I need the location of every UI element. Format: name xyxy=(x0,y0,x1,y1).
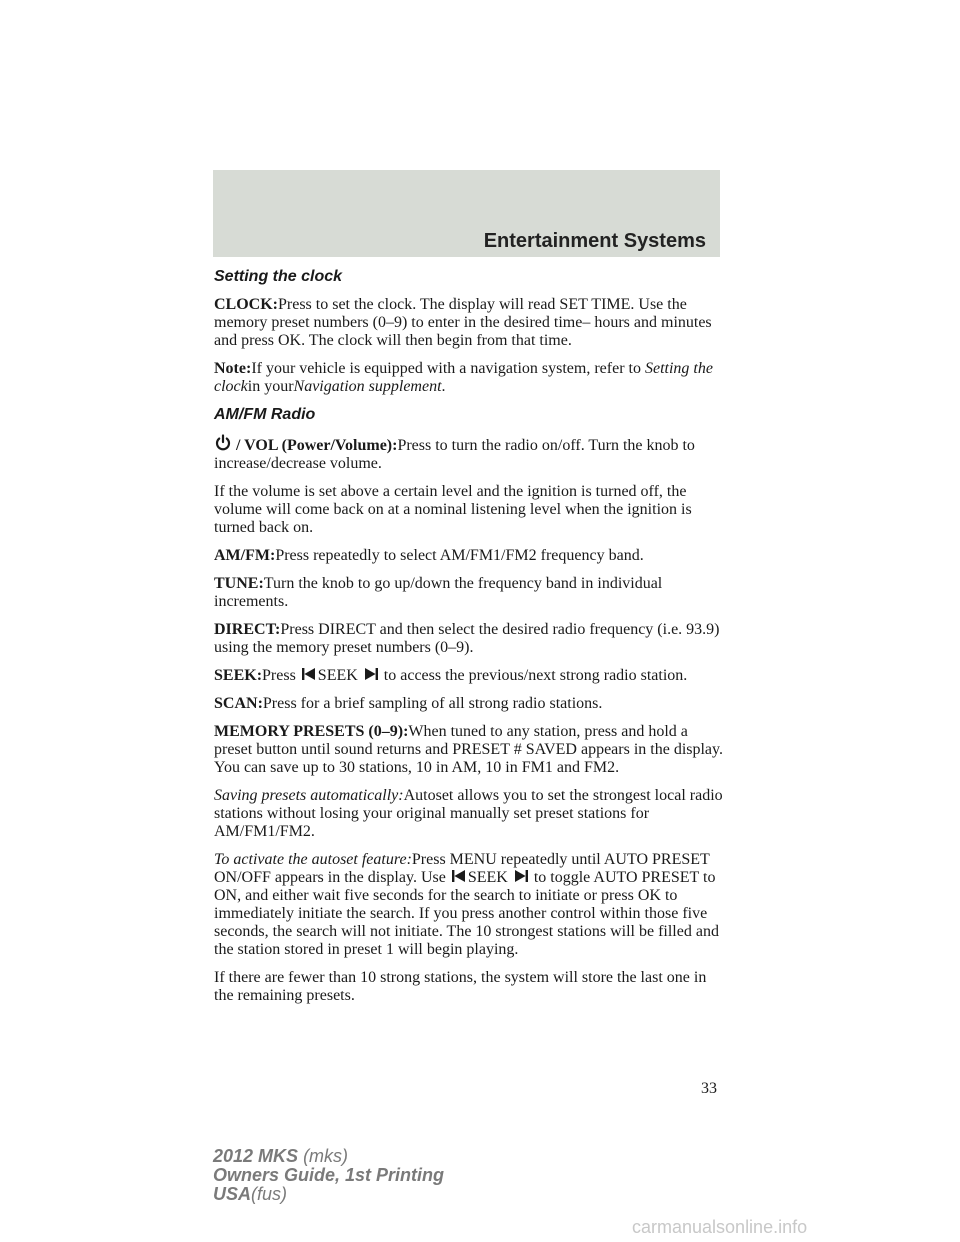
footer-line-model xyxy=(213,1147,444,1166)
footer-line-guide xyxy=(213,1166,444,1185)
autoset-label: Saving presets automatically: xyxy=(214,787,404,804)
footer-guide: Owners Guide, 1st Printing xyxy=(213,1165,445,1185)
activate-pre: Press MENU repeatedly until AUTO PRESET ON/OFF appears in the display. Use xyxy=(214,851,710,886)
note-paragraph xyxy=(214,360,724,396)
footer-region: USA xyxy=(213,1184,252,1204)
clock-paragraph xyxy=(214,296,724,350)
amfm-label: AM/FM: xyxy=(214,547,276,564)
scan-text: Press for a brief sampling of all strong radio stations. xyxy=(262,695,603,712)
direct-paragraph xyxy=(214,621,724,657)
section-title: Entertainment Systems xyxy=(483,230,706,252)
seek-word: SEEK xyxy=(317,667,358,684)
seek-paragraph xyxy=(214,667,724,685)
footer-region-code: (fus) xyxy=(251,1184,288,1204)
amfm-text: Press repeatedly to select AM/FM1/FM2 frequency band. xyxy=(275,547,644,564)
footer-model-code: (mks) xyxy=(303,1146,349,1166)
direct-text: Press DIRECT and then select the desired radio frequency (i.e. 93.9) using the memory preset numbers (0–9). xyxy=(214,621,720,656)
memory-presets-text: When tuned to any station, press and hold a preset button until sound returns and PRESET # SAVED appears in the display. You can save up to 30 stations, 10 in AM, 10 in FM1 and FM2. xyxy=(214,723,723,776)
activate-label: To activate the autoset feature: xyxy=(214,851,412,868)
seek-back-icon xyxy=(450,869,468,883)
note-ref-clock: Setting the clock xyxy=(214,360,713,395)
watermark[interactable]: carmanualsonline.info xyxy=(632,1217,808,1237)
seek-forward-icon xyxy=(512,869,530,883)
tune-text: Turn the knob to go up/down the frequency band in individual increments. xyxy=(214,575,663,610)
footer-model: 2012 MKS xyxy=(213,1146,299,1166)
clock-heading: Setting the clock xyxy=(214,268,343,285)
volume-note-paragraph: If the volume is set above a certain level and the ignition is turned off, the volume will come back on at a nominal listening level when the ignition is turned back on. xyxy=(214,483,692,536)
memory-presets-paragraph xyxy=(214,723,724,777)
memory-presets-label: MEMORY PRESETS (0–9): xyxy=(214,723,409,740)
note-mid: in your xyxy=(247,378,294,395)
scan-paragraph xyxy=(214,695,724,713)
seek-back-icon xyxy=(300,667,318,681)
activate-post: to toggle AUTO PRESET to ON, and either wait five seconds for the search to initiate or press OK to immediately initiate the search. If you press another control within those five seconds, the search will not initiate. The 10 strongest stations will be filled and the station stored in preset 1 will begin playing. xyxy=(214,869,719,958)
power-icon xyxy=(214,434,232,452)
note-label: Note: xyxy=(214,360,252,377)
seek-post: to access the previous/next strong radio station. xyxy=(383,667,688,684)
footer-line-region xyxy=(213,1185,444,1204)
note-end: . xyxy=(441,378,446,395)
page-content xyxy=(214,268,724,1015)
power-text: Press to turn the radio on/off. Turn the knob to increase/decrease volume. xyxy=(214,437,695,472)
power-paragraph xyxy=(214,434,724,473)
direct-label: DIRECT: xyxy=(214,621,281,638)
radio-heading: AM/FM Radio xyxy=(214,406,316,423)
section-header-band xyxy=(213,170,720,257)
autoset-text: Autoset allows you to set the strongest local radio stations without losing your original manually set preset stations for AM/FM1/FM2. xyxy=(214,787,723,840)
tune-paragraph xyxy=(214,575,724,611)
autoset-paragraph xyxy=(214,787,724,841)
footer-printing-info xyxy=(213,1147,444,1204)
power-label: / VOL (Power/Volume): xyxy=(236,437,398,454)
fewer-stations-paragraph: If there are fewer than 10 strong stations, the system will store the last one in the remaining presets. xyxy=(214,969,707,1004)
amfm-paragraph xyxy=(214,547,724,565)
seek-label: SEEK: xyxy=(214,667,263,684)
tune-label: TUNE: xyxy=(214,575,264,592)
page-number: 33 xyxy=(701,1080,717,1097)
note-ref-navigation: Navigation supplement xyxy=(293,378,442,395)
seek-forward-icon xyxy=(362,667,380,681)
activate-seek-word: SEEK xyxy=(467,869,508,886)
activate-autoset-paragraph xyxy=(214,851,724,959)
scan-label: SCAN: xyxy=(214,695,263,712)
clock-text: Press to set the clock. The display will read SET TIME. Use the memory preset numbers (0–9) to enter in the desired time– hours and minutes and press OK. The clock will then begin from that time. xyxy=(214,296,712,349)
clock-label: CLOCK: xyxy=(214,296,278,313)
note-text: If your vehicle is equipped with a navigation system, refer to xyxy=(251,360,641,377)
seek-pre: Press xyxy=(262,667,296,684)
